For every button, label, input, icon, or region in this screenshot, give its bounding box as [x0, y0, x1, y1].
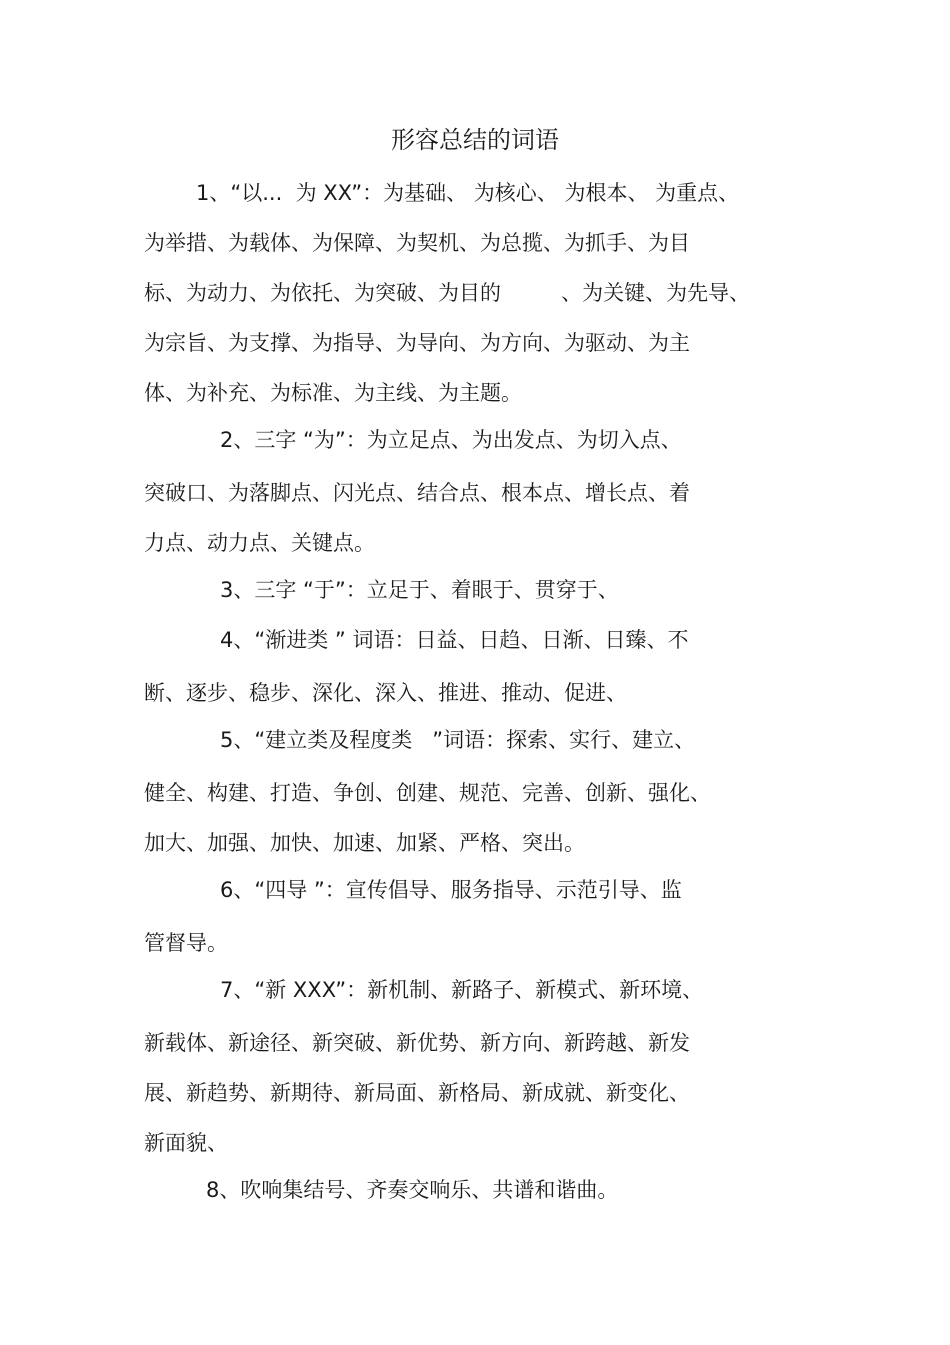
paragraph-line: 1、“以... 为 XX”：为基础、 为核心、 为根本、 为重点、 — [196, 181, 740, 205]
paragraph-line: 4、“渐进类 ” 词语：日益、日趋、日渐、日臻、不 — [220, 628, 689, 652]
paragraph-line: 新面貌、 — [144, 1131, 228, 1155]
paragraph-line: 标、为动力、为依托、为突破、为目的 、为关键、为先导、 — [144, 281, 751, 305]
paragraph-line: 新载体、新途径、新突破、新优势、新方向、新跨越、新发 — [144, 1031, 690, 1055]
paragraph-line: 展、新趋势、新期待、新局面、新格局、新成就、新变化、 — [144, 1081, 690, 1105]
paragraph-line: 3、三字 “于”：立足于、着眼于、贯穿于、 — [220, 578, 619, 602]
paragraph-line: 加大、加强、加快、加速、加紧、严格、突出。 — [144, 831, 585, 855]
paragraph-line: 2、三字 “为”：为立足点、为出发点、为切入点、 — [220, 428, 682, 452]
paragraph-line: 为宗旨、为支撑、为指导、为导向、为方向、为驱动、为主 — [144, 331, 690, 355]
paragraph-line: 力点、动力点、关键点。 — [144, 531, 375, 555]
paragraph-line: 5、“建立类及程度类 ”词语：探索、实行、建立、 — [220, 728, 696, 752]
paragraph-line: 8、吹响集结号、齐奏交响乐、共谱和谐曲。 — [206, 1178, 619, 1202]
paragraph-line: 为举措、为载体、为保障、为契机、为总揽、为抓手、为目 — [144, 231, 690, 255]
paragraph-line: 6、“四导 ”：宣传倡导、服务指导、示范引导、监 — [220, 878, 682, 902]
paragraph-line: 突破口、为落脚点、闪光点、结合点、根本点、增长点、着 — [144, 481, 690, 505]
paragraph-line: 体、为补充、为标准、为主线、为主题。 — [144, 381, 522, 405]
paragraph-line: 健全、构建、打造、争创、创建、规范、完善、创新、强化、 — [144, 781, 711, 805]
paragraph-line: 7、“新 XXX”：新机制、新路子、新模式、新环境、 — [220, 978, 704, 1002]
document-title: 形容总结的词语 — [391, 126, 559, 154]
paragraph-line: 管督导。 — [144, 931, 228, 955]
paragraph-line: 断、逐步、稳步、深化、深入、推进、推动、促进、 — [144, 681, 627, 705]
